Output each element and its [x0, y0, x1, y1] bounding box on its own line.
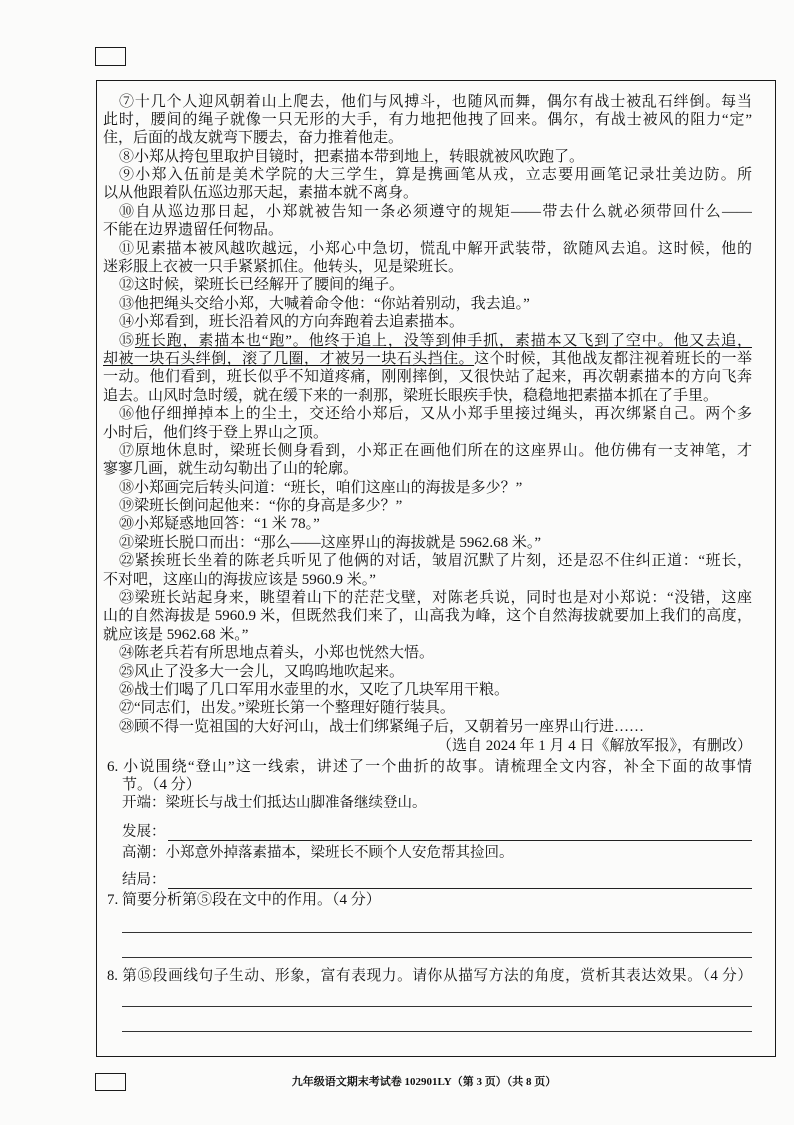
question-6-stem-continued: 节。（4 分） — [122, 777, 201, 793]
paragraph — [103, 589, 752, 644]
paragraph — [103, 313, 752, 331]
paragraph-line — [103, 332, 752, 350]
paragraph-line: 寥寥几画，就生动勾勒出了山的轮廓。 — [103, 461, 359, 478]
paragraph-line: ⑪见素描本被风越吹越远，小郑心中急切，慌乱中解开武装带，欲随风去追。这时候，他的 — [119, 240, 752, 257]
plot-label: 结局： — [122, 872, 166, 888]
paragraph — [103, 203, 752, 240]
paragraph-line: ⑳小郑疑惑地回答：“1 米 78。” — [119, 516, 320, 533]
paragraph — [103, 93, 752, 148]
passage-body — [103, 93, 752, 737]
paragraph-line: 就应该是 5962.68 米。” — [103, 626, 249, 643]
paragraph-line: 山的自然海拔是 5960.9 米，但既然我们来了，山高我为峰，这个自然海拔就要加上我们的高度， — [103, 608, 752, 625]
paragraph — [103, 534, 752, 552]
paragraph — [103, 663, 752, 681]
answer-line — [122, 1031, 752, 1032]
paragraph-line: ⑰原地休息时，梁班长侧身看到，小郑正在画他们所在的这座界山。他仿佛有一支神笔，才 — [119, 442, 752, 459]
plot-row-beginning — [122, 794, 752, 812]
paragraph-line: ⑲梁班长倒问起他来：“你的身高是多少？” — [119, 498, 403, 515]
footer-text: 九年级语文期末考试卷 102901LY（第 3 页）（共 8 页） — [291, 1076, 557, 1088]
paragraph-line: ⑯他仔细掸掉本上的尘土，交还给小郑后，又从小郑手里接过绳头，再次绑紧自己。两个多 — [119, 406, 752, 423]
plot-label: 高潮： — [122, 845, 166, 861]
paragraph-line: 不对吧，这座山的海拔应该是 5960.9 米。” — [103, 571, 376, 588]
paragraph-line: ⑧小郑从挎包里取护目镜时，把素描本带到地上，转眼就被风吹跑了。 — [119, 148, 585, 165]
paragraph — [103, 442, 752, 479]
paragraph — [103, 515, 752, 533]
paragraph-line: 以从他跟着队伍巡边那天起，素描本就不离身。 — [103, 185, 419, 202]
source-citation: （选自 2024 年 1 月 4 日《解放军报》，有删改） — [436, 737, 752, 754]
plot-text: 小郑意外掉落素描本，梁班长不顾个人安危帮其捡回。 — [165, 845, 514, 861]
paragraph — [103, 148, 752, 166]
plot-label: 开端： — [122, 795, 166, 811]
question-6-stem: 6. 小说围绕“登山”这一线索，讲述了一个曲折的故事。请梳理全文内容，补全下面的故事情 — [107, 759, 752, 775]
answer-line — [122, 932, 752, 933]
paragraph — [103, 405, 752, 442]
paragraph-line: ⑨小郑入伍前是美术学院的大三学生，算是携画笔从戎，立志要用画笔记录壮美边防。所 — [119, 167, 752, 184]
plot-row-climax — [122, 844, 752, 862]
paragraph — [103, 166, 752, 203]
paragraph — [103, 644, 752, 662]
paragraph-line: ㉗“同志们，出发。”梁班长第一个整理好随行装具。 — [119, 700, 455, 717]
paragraph — [103, 718, 752, 736]
paragraph-line: 追去。山风时急时缓，就在缓下来的一刹那，梁班长眼疾手快，稳稳地把素描本抓在了手里。 — [103, 387, 719, 404]
plot-row-ending — [122, 871, 752, 889]
paragraph — [103, 497, 752, 515]
paragraph-line: ⑭小郑看到，班长沿着风的方向奔跑着去追素描本。 — [119, 314, 465, 331]
paragraph — [103, 295, 752, 313]
paragraph-line: 小时后，他们终于登上界山之顶。 — [103, 424, 329, 441]
plot-text: 梁班长与战士们抵达山脚准备继续登山。 — [165, 795, 427, 811]
question-7-stem: 7. 简要分析第⑤段在文中的作用。（4 分） — [107, 892, 381, 908]
page-marker-box — [95, 1073, 126, 1091]
paragraph-line: ㉑梁班长脱口而出：“那么——这座界山的海拔就是 5962.68 米。” — [119, 534, 542, 551]
paragraph-line: ⑬他把绳头交给小郑，大喊着命令他：“你站着别动，我去追。” — [119, 295, 530, 312]
plot-label: 发展： — [122, 824, 166, 840]
paragraph — [103, 552, 752, 589]
line-segment: ⑮ — [119, 332, 135, 349]
paragraph-line: ㉓梁班长站起身来，眺望着山下的茫茫戈壁，对陈老兵说，同时也是对小郑说：“没错，这座 — [119, 590, 752, 607]
line-segment: 这个时候，其他战友都注视着班长的一举 — [474, 350, 752, 367]
paragraph-line: 住，后面的战友就弯下腰去，奋力推着他走。 — [103, 130, 404, 147]
paragraph-line: ㉘顾不得一览祖国的大好河山，战士们绑紧绳子后，又朝着另一座界山行进…… — [119, 718, 645, 735]
answer-line — [122, 1006, 752, 1007]
paragraph-line: 一动。他们看到，班长似乎不知道疼痛，刚刚摔倒，又很快站了起来，再次朝素描本的方向飞奔 — [103, 369, 752, 386]
question-8-stem: 8. 第⑮段画线句子生动、形象，富有表现力。请你从描写方法的角度，赏析其表达效果。（4 分） — [107, 968, 752, 984]
plot-row-development — [122, 823, 752, 841]
page-marker-box — [95, 47, 126, 66]
paragraph-line: 不能在边界遗留任何物品。 — [103, 222, 284, 239]
underlined-sentence: 班长跑，素描本也“跑”。他终于追上，没等到伸手抓，素描本又飞到了空中。他又去追， — [134, 332, 752, 349]
paragraph-line: ㉒紧挨班长坐着的陈老兵听见了他俩的对话，皱眉沉默了片刻，还是忍不住纠正道：“班长， — [119, 553, 752, 570]
paragraph-line: ㉖战士们喝了几口军用水壶里的水，又吃了几块军用干粮。 — [119, 682, 510, 698]
paragraph-line: 迷彩服上衣被一只手紧紧抓住。他转头，见是梁班长。 — [103, 259, 464, 276]
paragraph — [103, 479, 752, 497]
paragraph-line: ㉕风止了没多大一会儿，又呜呜地吹起来。 — [119, 663, 405, 680]
answer-blank — [168, 824, 753, 841]
paragraph-line: ㉔陈老兵若有所思地点着头，小郑也恍然大悟。 — [119, 645, 435, 662]
underlined-sentence: 却被一块石头绊倒，滚了几圈，才被另一块石头挡住。 — [103, 350, 475, 367]
answer-blank — [168, 872, 753, 889]
paragraph — [103, 332, 752, 406]
answer-line — [122, 957, 752, 958]
paragraph — [103, 276, 752, 294]
paragraph-line: ⑦十几个人迎风朝着山上爬去，他们与风搏斗，也随风而舞，偶尔有战士被乱石绊倒。每当 — [119, 93, 752, 110]
paragraph-line: ⑱小郑画完后转头问道：“班长，咱们这座山的海拔是多少？” — [119, 479, 523, 496]
paragraph-line — [103, 350, 752, 368]
paragraph — [103, 681, 752, 699]
paragraph-line: ⑫这时候，梁班长已经解开了腰间的绳子。 — [119, 277, 405, 294]
paragraph-line: ⑩自从巡边那日起，小郑就被告知一条必须遵守的规矩——带去什么就必须带回什么—— — [119, 203, 752, 220]
paragraph — [103, 699, 752, 717]
paragraph-line: 此时，腰间的绳子就像一只无形的大手，有力地把他拽了回来。偶尔，有战士被风的阻力“定” — [103, 111, 752, 128]
paragraph — [103, 240, 752, 277]
